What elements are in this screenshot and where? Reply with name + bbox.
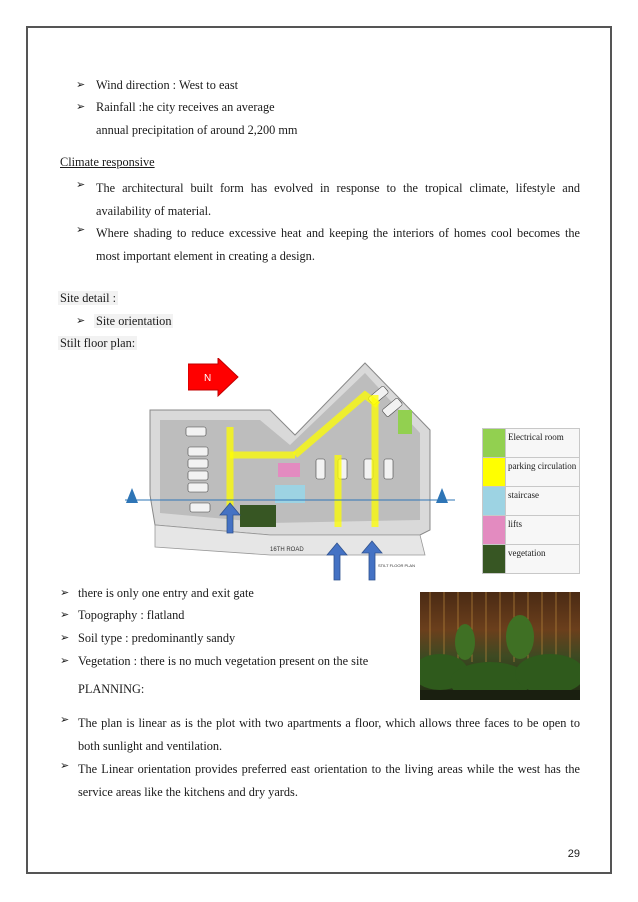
legend-swatch: [483, 487, 506, 516]
legend-label: vegetation: [506, 545, 580, 574]
bullet-icon: ➢: [76, 101, 86, 113]
bullet-icon: ➢: [60, 609, 70, 621]
legend-item: [483, 487, 580, 516]
road-label: 16TH ROAD: [270, 547, 304, 553]
planning-heading: PLANNING:: [78, 682, 145, 696]
legend-swatch: [483, 516, 506, 545]
building-photo-image: [420, 592, 580, 700]
stilt-floor-plan-heading: Stilt floor plan:: [60, 336, 136, 350]
plan-caption: STILT FLOOR PLAN: [378, 563, 415, 568]
page-number: 29: [567, 848, 580, 860]
orientation-marker-left: [126, 488, 138, 503]
orientation-marker-right: [436, 488, 448, 503]
legend-swatch: [483, 458, 506, 487]
bullet-icon: ➢: [60, 632, 70, 644]
legend-label: Electrical room: [506, 429, 580, 458]
climate-item-1: The architectural built form has evolved in response to the tropical climate, lifestyle and availability of material.: [96, 181, 580, 218]
electrical-room: [398, 410, 412, 434]
bullet-icon: ➢: [60, 655, 70, 667]
climate-heading: Climate responsive: [60, 155, 155, 169]
legend-item: [483, 458, 580, 487]
site-fact-gate: there is only one entry and exit gate: [78, 586, 254, 600]
legend-label: staircase: [506, 487, 580, 516]
north-arrow-icon: [188, 358, 240, 398]
bullet-icon: ➢: [76, 79, 86, 91]
planning-item-1: The plan is linear as is the plot with two apartments a floor, which allows three faces to be open to both sunlight and ventilation.: [78, 716, 580, 753]
north-label: N: [204, 373, 212, 384]
site-fact-vegetation: Vegetation : there is no much vegetation present on the site: [78, 654, 369, 668]
wind-direction-text: Wind direction : West to east: [96, 78, 239, 92]
bullet-icon: ➢: [76, 179, 86, 191]
bullet-icon: ➢: [76, 315, 86, 327]
legend-swatch: [483, 429, 506, 458]
legend-label: parking circulation: [506, 458, 580, 487]
bullet-icon: ➢: [60, 714, 70, 726]
building-photo: [420, 592, 580, 700]
lifts-zone: [278, 463, 300, 477]
legend-item: [483, 429, 580, 458]
legend-label: lifts: [506, 516, 580, 545]
legend-item: [483, 545, 580, 574]
bullet-icon: ➢: [60, 760, 70, 772]
climate-item-2: Where shading to reduce excessive heat and keeping the interiors of homes cool becomes the most important element in creating a design.: [96, 226, 580, 263]
vegetation-zone: [240, 505, 276, 527]
rainfall-text-cont: annual precipitation of around 2,200 mm: [96, 123, 298, 137]
plan-legend: [482, 428, 580, 574]
legend-item: [483, 516, 580, 545]
legend-swatch: [483, 545, 506, 574]
stilt-floor-plan-drawing: [120, 355, 460, 587]
site-orientation-text: Site orientation: [96, 314, 172, 328]
site-fact-topography: Topography : flatland: [78, 608, 185, 622]
bullet-icon: ➢: [60, 587, 70, 599]
site-detail-heading: Site detail :: [60, 291, 117, 305]
planning-item-2: The Linear orientation provides preferred east orientation to the living areas while the west has the service areas like the kitchens and dry yards.: [78, 762, 580, 799]
site-fact-soil: Soil type : predominantly sandy: [78, 631, 236, 645]
bullet-icon: ➢: [76, 224, 86, 236]
rainfall-text: Rainfall :he city receives an average: [96, 100, 275, 114]
